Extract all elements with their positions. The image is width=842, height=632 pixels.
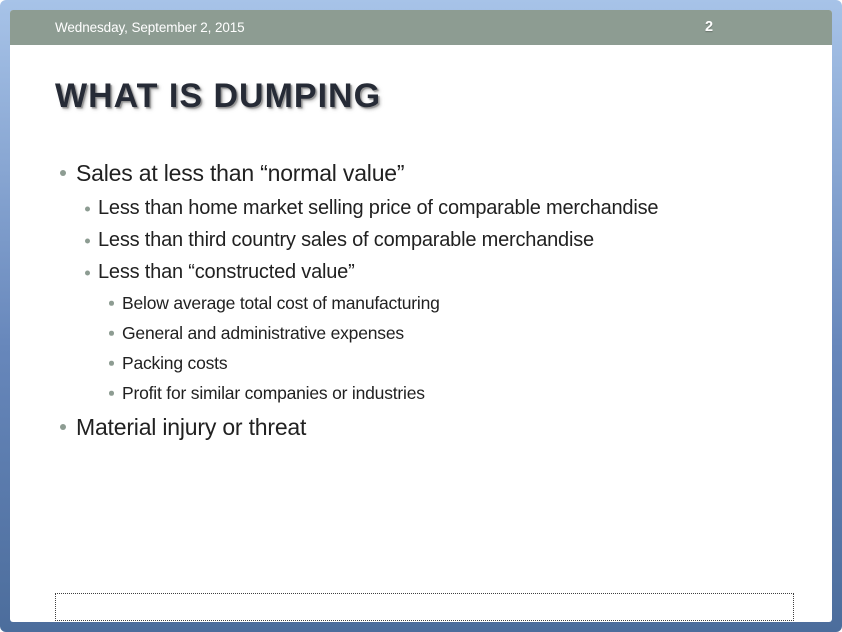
date-placeholder[interactable]: Wednesday, September 2, 2015 (55, 20, 245, 35)
bullet-dot-icon (60, 170, 66, 176)
bullet-text: Below average total cost of manufacturing (122, 293, 440, 313)
bullet-item[interactable] (10, 293, 800, 313)
bullet-item[interactable] (10, 261, 800, 284)
bullet-text: Less than “constructed value” (98, 261, 355, 283)
bullet-item[interactable] (10, 323, 800, 343)
bullet-dot-icon (109, 361, 114, 366)
bullet-item[interactable] (10, 159, 800, 187)
slide-title[interactable]: WHAT IS DUMPING (55, 77, 382, 115)
slide-number-placeholder[interactable]: 2 (705, 19, 714, 35)
bullet-text: Packing costs (122, 353, 228, 373)
bullet-text: General and administrative expenses (122, 323, 404, 343)
bullet-text: Profit for similar companies or industries (122, 383, 425, 403)
footer-placeholder[interactable] (55, 593, 794, 621)
bullet-item[interactable] (10, 413, 800, 441)
bullet-text: Less than third country sales of comparable merchandise (98, 229, 594, 251)
bullet-item[interactable] (10, 383, 800, 403)
bullet-list[interactable] (10, 159, 800, 451)
bullet-dot-icon (60, 424, 66, 430)
bullet-dot-icon (85, 206, 90, 211)
bullet-item[interactable] (10, 353, 800, 373)
bullet-dot-icon (85, 270, 90, 275)
bullet-text: Sales at less than “normal value” (76, 160, 405, 186)
bullet-item[interactable] (10, 197, 800, 220)
bullet-dot-icon (109, 301, 114, 306)
bullet-text: Less than home market selling price of comparable merchandise (98, 197, 659, 219)
bullet-dot-icon (109, 391, 114, 396)
bullet-dot-icon (109, 331, 114, 336)
slide (10, 10, 832, 622)
header-bar (10, 10, 832, 45)
bullet-text: Material injury or threat (76, 414, 307, 440)
bullet-item[interactable] (10, 229, 800, 252)
bullet-dot-icon (85, 238, 90, 243)
